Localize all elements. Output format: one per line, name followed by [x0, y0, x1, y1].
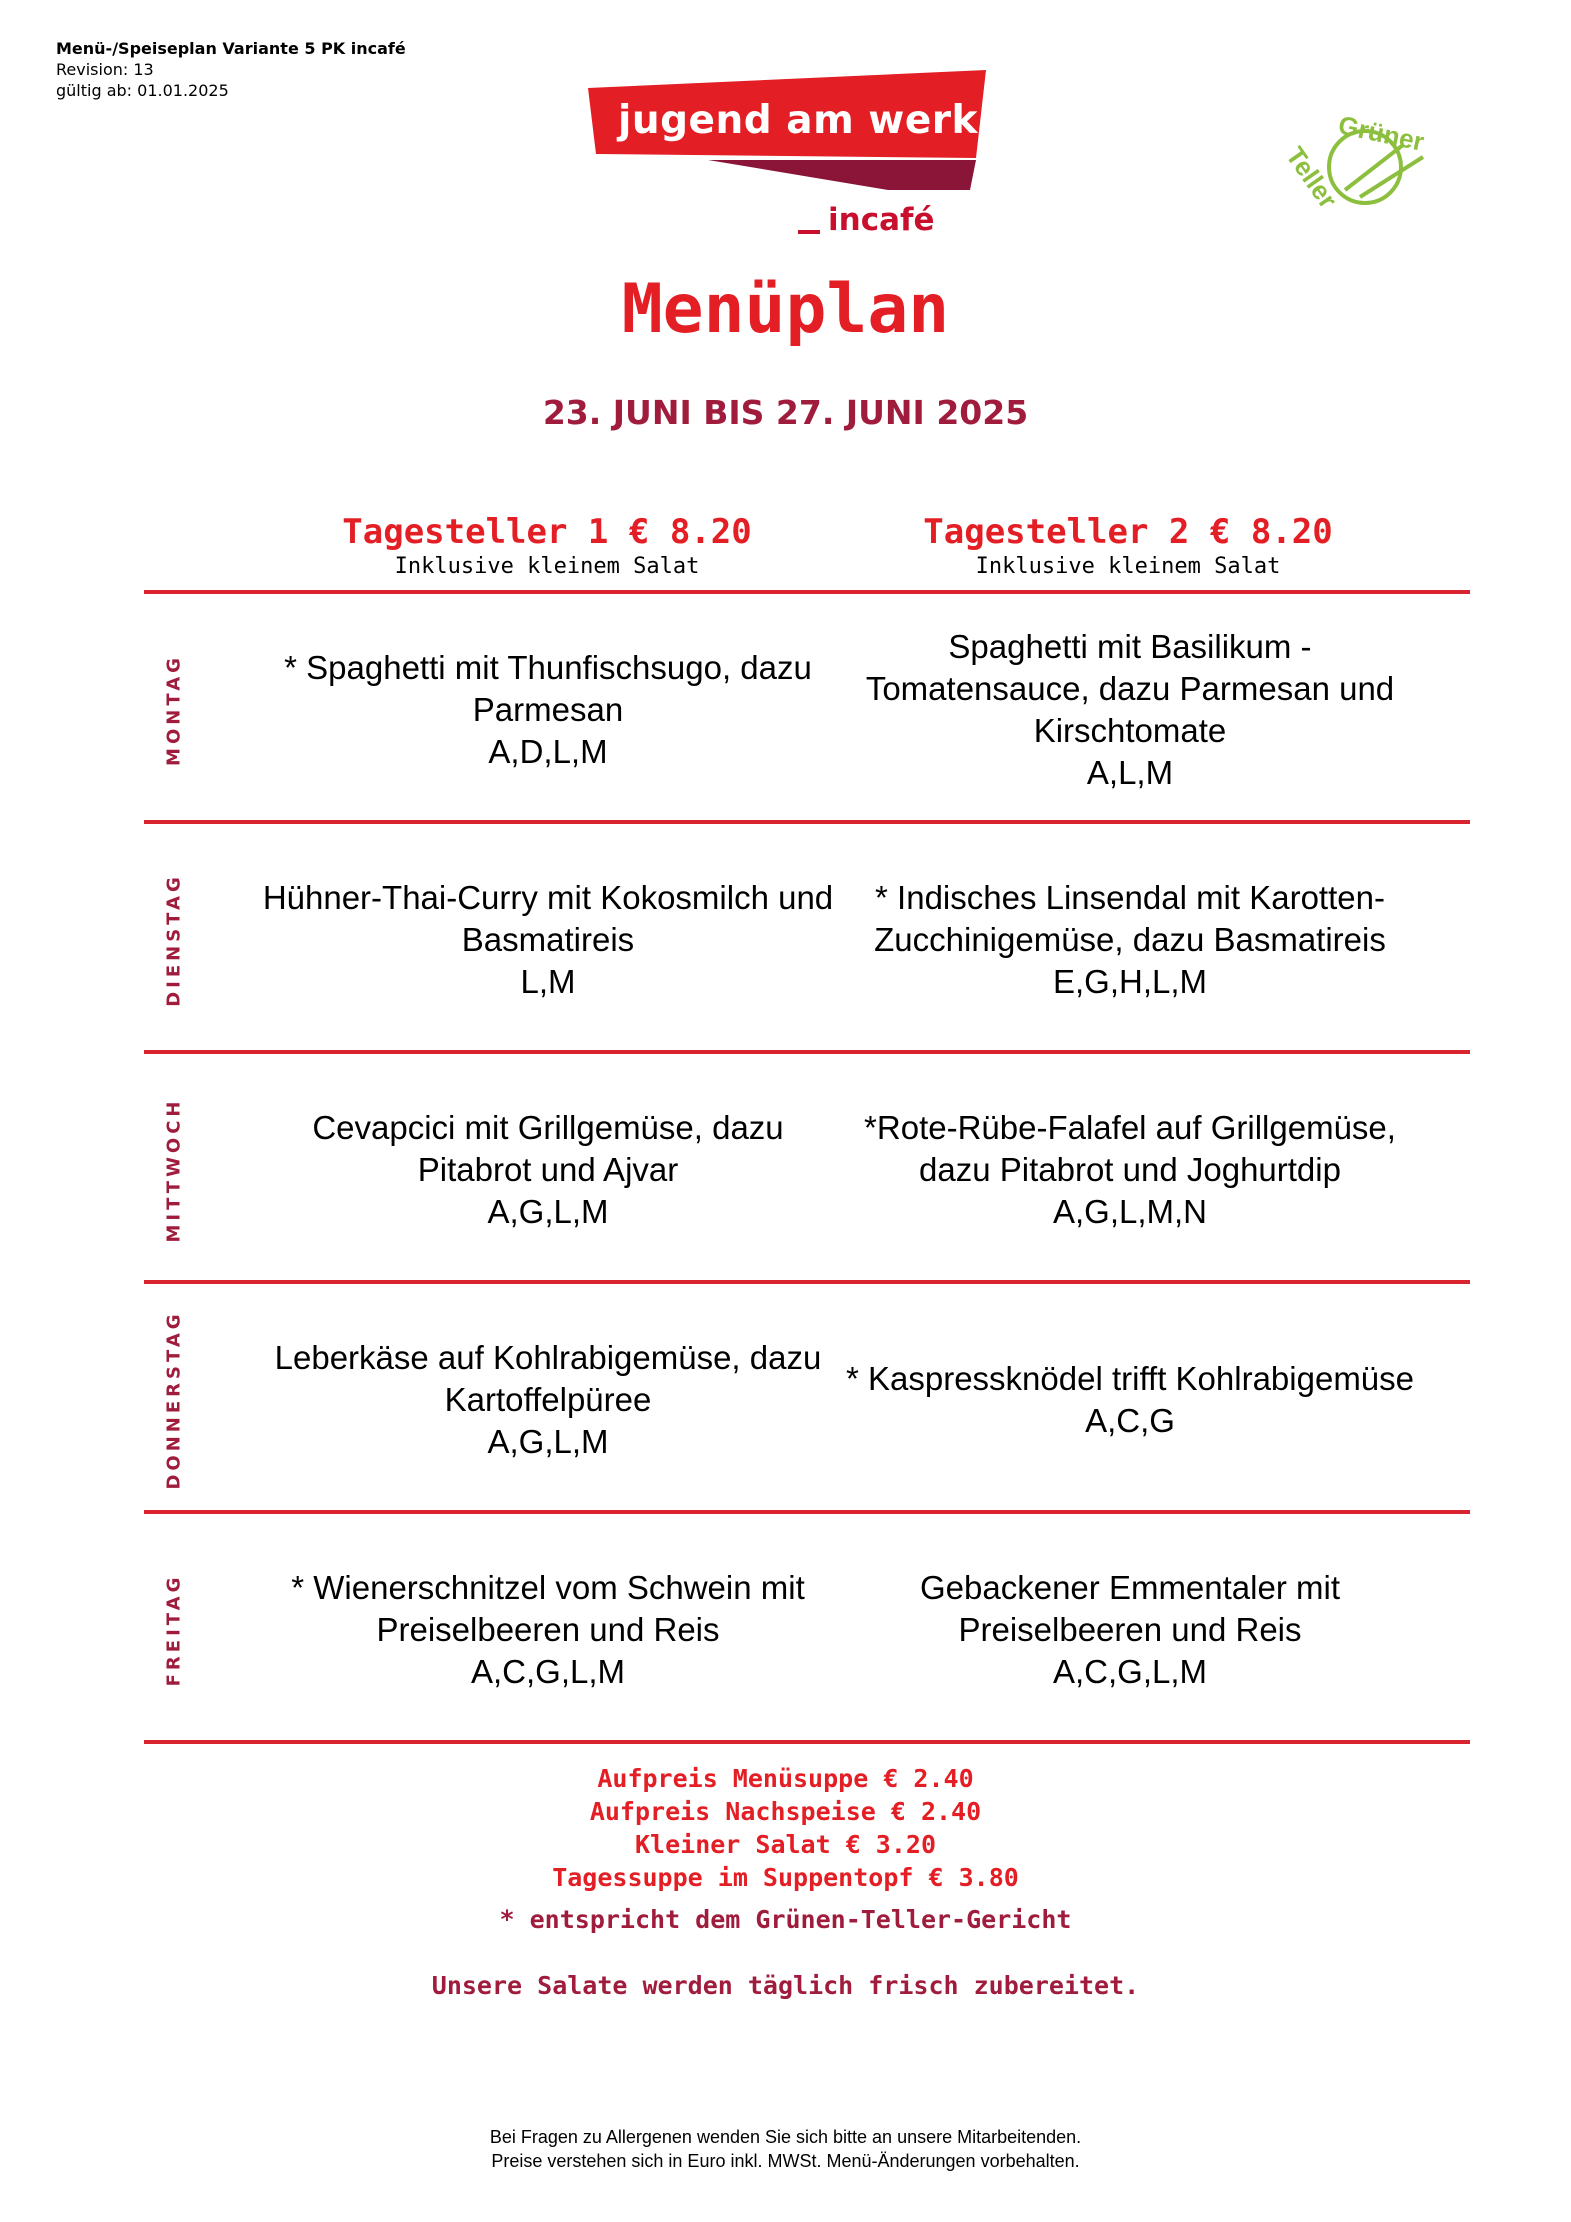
- extra-item: Tagessuppe im Suppentopf € 3.80: [552, 1863, 1019, 1892]
- day-label-montag: MONTAG: [163, 654, 185, 766]
- divider: [144, 1510, 1470, 1514]
- footer-line-1: Bei Fragen zu Allergenen wenden Sie sich bitte an unsere Mitarbeitenden.: [489, 2127, 1082, 2147]
- jugend-am-werk-logo: [588, 70, 1013, 245]
- green-plate-note: * entspricht dem Grünen-Teller-Gericht: [499, 1905, 1072, 1934]
- dish-freitag-1: [258, 1567, 838, 1693]
- extra-item: Aufpreis Nachspeise € 2.40: [589, 1797, 982, 1826]
- dish-text: * Spaghetti mit Thunfischsugo, dazu Parmesan: [284, 649, 812, 728]
- column-1-subtitle: Inklusive kleinem Salat: [394, 554, 700, 579]
- dish-dienstag-1: [258, 877, 838, 1003]
- dish-text: Cevapcici mit Grillgemüse, dazu Pitabrot und Ajvar: [312, 1109, 784, 1188]
- dish-text: * Wienerschnitzel vom Schwein mit Preiselbeeren und Reis: [291, 1569, 805, 1648]
- badge-line2: Teller: [1280, 141, 1344, 214]
- footer-line-2: Preise verstehen sich in Euro inkl. MWSt. Menü-Änderungen vorbehalten.: [491, 2151, 1080, 2171]
- dish-text: Spaghetti mit Basilikum - Tomatensauce, dazu Parmesan und Kirschtomate: [865, 628, 1395, 749]
- gruener-teller-badge: [1275, 95, 1445, 230]
- document-meta: [56, 38, 406, 101]
- divider: [144, 820, 1470, 824]
- extra-item: Kleiner Salat € 3.20: [634, 1830, 937, 1859]
- dish-donnerstag-1: [258, 1337, 838, 1463]
- footer: [0, 2125, 1571, 2173]
- dish-allergens: E,G,H,L,M: [1052, 963, 1208, 1000]
- day-label-donnerstag: DONNERSTAG: [163, 1310, 185, 1490]
- page-title: Menüplan: [621, 270, 950, 349]
- date-range: 23. JUNI BIS 27. JUNI 2025: [542, 393, 1029, 432]
- logo-sub-text: [798, 202, 935, 238]
- dish-allergens: A,L,M: [1086, 754, 1174, 791]
- day-label-freitag: FREITAG: [163, 1573, 185, 1687]
- dish-allergens: A,C,G,L,M: [470, 1653, 626, 1690]
- dish-text: Leberkäse auf Kohlrabigemüse, dazu Kartoffelpüree: [274, 1339, 822, 1418]
- dish-allergens: A,C,G,L,M: [1052, 1653, 1208, 1690]
- badge-line1: Grüner: [1335, 109, 1427, 157]
- gruener-teller-icon: [1275, 95, 1445, 230]
- dish-freitag-2: [840, 1567, 1420, 1693]
- dish-text: * Kaspressknödel trifft Kohlrabigemüse: [845, 1360, 1415, 1397]
- extra-item: Aufpreis Menüsuppe € 2.40: [597, 1764, 974, 1793]
- day-label-dienstag: DIENSTAG: [163, 873, 185, 1007]
- divider: [144, 1050, 1470, 1054]
- logo-brand-text: jugend am werk _: [618, 98, 1013, 143]
- salad-note: Unsere Salate werden täglich frisch zubereitet.: [431, 1971, 1140, 2000]
- divider: [144, 1740, 1470, 1744]
- meta-valid-from: gültig ab: 01.01.2025: [56, 81, 229, 100]
- dish-allergens: A,G,L,M: [487, 1193, 609, 1230]
- dish-text: * Indisches Linsendal mit Karotten-Zucchinigemüse, dazu Basmatireis: [874, 879, 1386, 958]
- dish-allergens: A,G,L,M: [487, 1423, 609, 1460]
- divider: [144, 1280, 1470, 1284]
- dish-mittwoch-2: [840, 1107, 1420, 1233]
- dish-allergens: L,M: [520, 963, 576, 1000]
- meta-revision: Revision: 13: [56, 60, 154, 79]
- dish-donnerstag-2: [840, 1358, 1420, 1442]
- logo-sub-label: incafé: [828, 202, 935, 238]
- dish-allergens: A,G,L,M,N: [1052, 1193, 1208, 1230]
- dish-text: *Rote-Rübe-Falafel auf Grillgemüse, dazu Pitabrot und Joghurtdip: [864, 1109, 1396, 1188]
- dish-text: Hühner-Thai-Curry mit Kokosmilch und Basmatireis: [262, 879, 834, 958]
- divider: [144, 590, 1470, 594]
- column-1-price: Tagesteller 1 € 8.20: [342, 512, 752, 552]
- dish-montag-1: [258, 647, 838, 773]
- extras-list: [0, 1762, 1571, 1894]
- dish-montag-2: [840, 626, 1420, 794]
- dish-text: Gebackener Emmentaler mit Preiselbeeren und Reis: [920, 1569, 1340, 1648]
- meta-title: Menü-/Speiseplan Variante 5 PK incafé: [56, 39, 406, 58]
- dish-dienstag-2: [840, 877, 1420, 1003]
- dish-allergens: A,C,G: [1085, 1402, 1175, 1439]
- column-header-2: [828, 512, 1428, 582]
- dish-mittwoch-1: [258, 1107, 838, 1233]
- day-label-mittwoch: MITTWOCH: [163, 1097, 185, 1243]
- column-2-price: Tagesteller 2 € 8.20: [923, 512, 1333, 552]
- dish-allergens: A,D,L,M: [488, 733, 608, 770]
- column-header-1: [247, 512, 847, 582]
- column-2-subtitle: Inklusive kleinem Salat: [975, 554, 1281, 579]
